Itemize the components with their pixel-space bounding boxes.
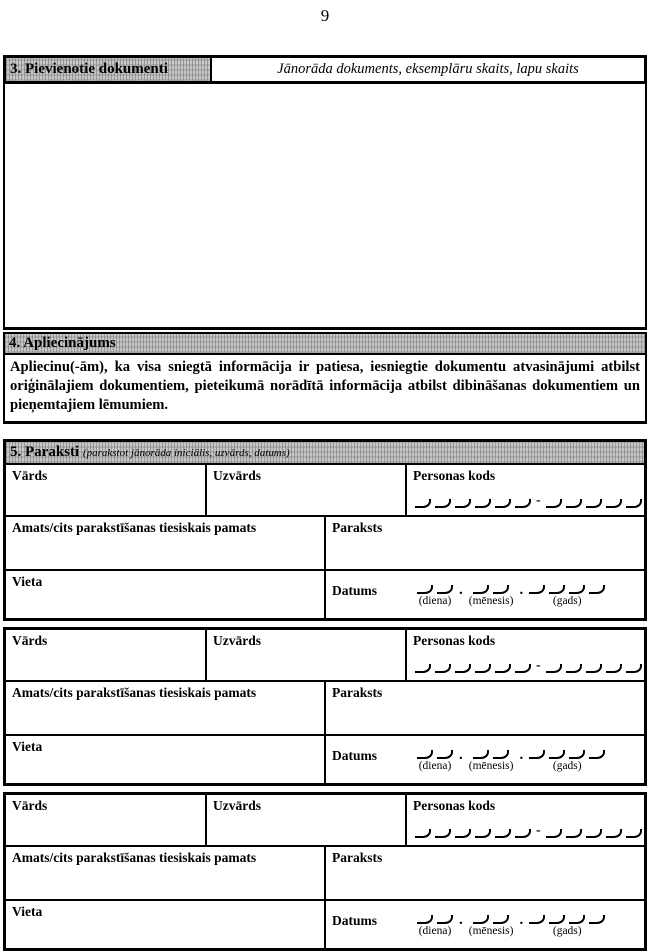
date-year-marks <box>529 585 605 594</box>
personal-code-marks-right <box>546 499 642 508</box>
personal-code-marks-right <box>546 829 642 838</box>
date-month-group <box>469 585 514 607</box>
date-month-caption: (mēnesis) <box>468 595 514 607</box>
date-label: Datums <box>332 913 378 928</box>
date-year-group <box>529 585 605 607</box>
date-day-marks <box>417 750 453 759</box>
date-month-group <box>469 750 514 772</box>
date-entry-marks <box>417 747 605 772</box>
attached-documents-section <box>3 55 647 330</box>
place-date-row <box>6 901 644 948</box>
date-month-marks <box>473 915 509 924</box>
given-name-cell <box>6 630 207 680</box>
place-date-row <box>6 736 644 783</box>
personal-code-cell <box>407 630 644 680</box>
personal-code-entry-marks <box>415 823 640 838</box>
date-separator-dot: . <box>519 747 524 763</box>
date-label: Datums <box>332 748 378 763</box>
date-cell <box>326 736 644 783</box>
personal-code-marks-left <box>415 499 531 508</box>
attached-documents-entry-box <box>3 84 647 330</box>
position-label: Amats/cits parakstīšanas tiesiskais pamats <box>12 685 257 700</box>
surname-label: Uzvārds <box>213 633 261 648</box>
declaration-section <box>3 332 647 424</box>
page-number: 9 <box>320 6 330 25</box>
given-name-label: Vārds <box>12 798 48 813</box>
place-label: Vieta <box>12 574 43 589</box>
signature-block-3 <box>3 792 647 951</box>
date-year-caption: (gads) <box>552 760 582 772</box>
signatures-header <box>6 442 644 465</box>
place-label: Vieta <box>12 904 43 919</box>
name-row <box>6 630 644 682</box>
personal-code-dash: - <box>536 493 541 508</box>
place-label: Vieta <box>12 739 43 754</box>
date-month-caption: (mēnesis) <box>468 925 514 937</box>
date-year-marks <box>529 750 605 759</box>
attached-documents-header <box>3 55 647 84</box>
surname-label: Uzvārds <box>213 468 261 483</box>
date-month-marks <box>473 585 509 594</box>
date-day-marks <box>417 915 453 924</box>
date-entry-marks <box>417 912 605 937</box>
personal-code-cell <box>407 465 644 515</box>
position-label: Amats/cits parakstīšanas tiesiskais pamats <box>12 850 257 865</box>
date-separator-dot: . <box>519 912 524 928</box>
date-separator-dot: . <box>519 582 524 598</box>
personal-code-marks-left <box>415 829 531 838</box>
surname-cell <box>207 630 407 680</box>
date-cell <box>326 901 644 948</box>
signature-cell <box>326 682 644 734</box>
personal-code-label: Personas kods <box>413 633 496 648</box>
date-month-caption: (mēnesis) <box>468 760 514 772</box>
date-separator-dot: . <box>459 582 463 598</box>
date-year-caption: (gads) <box>552 925 582 937</box>
position-row <box>6 682 644 736</box>
date-month-marks <box>473 750 509 759</box>
signature-block-2 <box>3 627 647 786</box>
date-day-group <box>417 750 453 772</box>
personal-code-marks-left <box>415 664 531 673</box>
position-row <box>6 517 644 571</box>
date-year-caption: (gads) <box>552 595 582 607</box>
signature-cell <box>326 847 644 899</box>
date-year-group <box>529 915 605 937</box>
place-date-row <box>6 571 644 618</box>
name-row <box>6 795 644 847</box>
signature-label: Paraksts <box>332 850 383 865</box>
date-day-caption: (diena) <box>418 595 452 607</box>
date-entry-marks <box>417 582 605 607</box>
date-separator-dot: . <box>459 912 463 928</box>
date-month-group <box>469 915 514 937</box>
date-day-marks <box>417 585 453 594</box>
place-cell <box>6 736 326 783</box>
personal-code-dash: - <box>536 823 541 838</box>
surname-cell <box>207 795 407 845</box>
personal-code-entry-marks <box>415 658 640 673</box>
signature-cell <box>326 517 644 569</box>
date-year-group <box>529 750 605 772</box>
date-year-marks <box>529 915 605 924</box>
given-name-cell <box>6 795 207 845</box>
position-row <box>6 847 644 901</box>
attached-documents-title: 3. Pievienotie dokumenti <box>6 58 212 81</box>
position-cell <box>6 682 326 734</box>
position-cell <box>6 517 326 569</box>
signature-block-1 <box>3 439 647 621</box>
surname-cell <box>207 465 407 515</box>
position-cell <box>6 847 326 899</box>
place-cell <box>6 901 326 948</box>
given-name-label: Vārds <box>12 468 48 483</box>
declaration-text: Apliecinu(-ām), ka visa sniegtā informācija ir patiesa, iesniegtie dokumentu atvasinājumi atbilst oriģinālajiem dokumentiem, pieteikumā norādītā informācija atbilst dibināšanas dokumentiem un pieņemtajiem lēmumiem. <box>10 359 640 413</box>
signature-label: Paraksts <box>332 520 383 535</box>
personal-code-label: Personas kods <box>413 468 496 483</box>
signatures-subtitle: (parakstot jānorāda iniciālis, uzvārds, datums) <box>82 447 290 459</box>
given-name-label: Vārds <box>12 633 48 648</box>
attached-documents-hint: Jānorāda dokuments, eksemplāru skaits, lapu skaits <box>212 58 644 81</box>
personal-code-label: Personas kods <box>413 798 496 813</box>
personal-code-marks-right <box>546 664 642 673</box>
declaration-title: 4. Apliecinājums <box>5 334 645 355</box>
surname-label: Uzvārds <box>213 798 261 813</box>
personal-code-entry-marks <box>415 493 640 508</box>
date-day-caption: (diena) <box>418 760 452 772</box>
signature-label: Paraksts <box>332 685 383 700</box>
date-day-group <box>417 915 453 937</box>
place-cell <box>6 571 326 618</box>
date-label: Datums <box>332 583 378 598</box>
signatures-title: 5. Paraksti <box>10 444 80 460</box>
personal-code-cell <box>407 795 644 845</box>
date-cell <box>326 571 644 618</box>
given-name-cell <box>6 465 207 515</box>
date-separator-dot: . <box>459 747 463 763</box>
name-row <box>6 465 644 517</box>
personal-code-dash: - <box>536 658 541 673</box>
date-day-group <box>417 585 453 607</box>
position-label: Amats/cits parakstīšanas tiesiskais pamats <box>12 520 257 535</box>
date-day-caption: (diena) <box>418 925 452 937</box>
